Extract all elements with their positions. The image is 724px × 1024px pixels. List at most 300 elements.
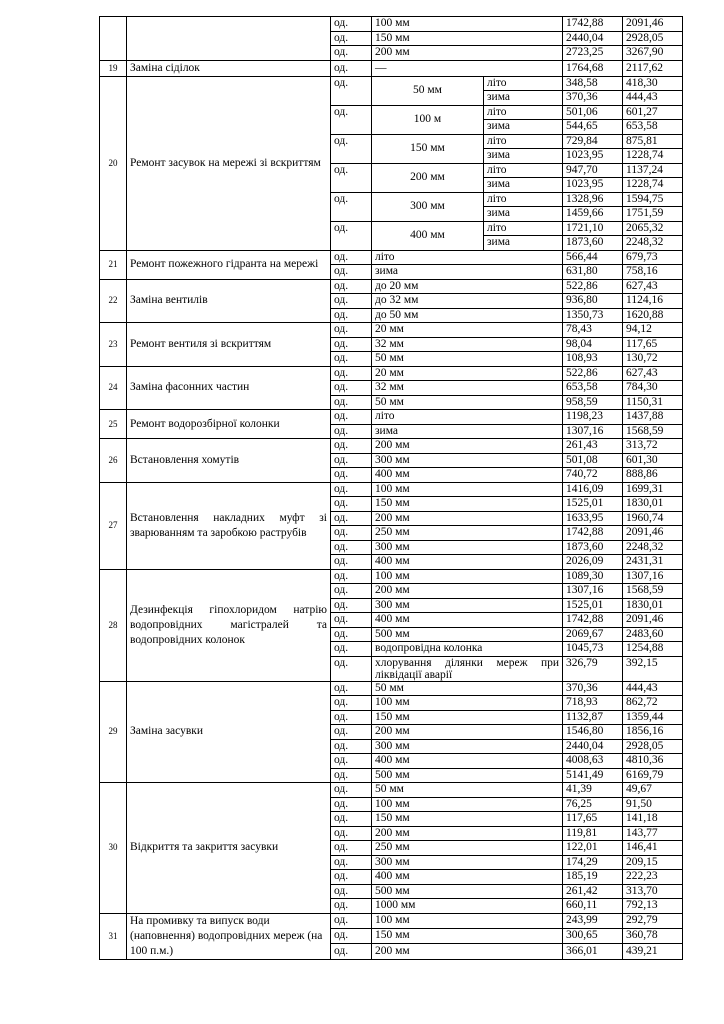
row-number: 29 — [100, 681, 127, 783]
unit-cell: од. — [331, 366, 372, 381]
season-cell: літо — [484, 192, 563, 207]
size-cell: до 50 мм — [372, 308, 563, 323]
price-vat-cell: 1228,74 — [623, 149, 683, 164]
row-number: 24 — [100, 366, 127, 410]
price-cell: 348,58 — [563, 76, 623, 91]
unit-cell: од. — [331, 497, 372, 512]
season-cell: зима — [484, 120, 563, 135]
price-vat-cell: 1359,44 — [623, 710, 683, 725]
price-vat-cell: 792,13 — [623, 899, 683, 914]
unit-cell: од. — [331, 60, 372, 76]
row-number — [100, 17, 127, 61]
season-cell: літо — [484, 134, 563, 149]
price-vat-cell: 3267,90 — [623, 46, 683, 61]
size-cell: 32 мм — [372, 337, 563, 352]
size-cell: 50 мм — [372, 395, 563, 410]
work-name: Ремонт засувок на мережі зі вскриттям — [127, 76, 331, 250]
size-cell: 150 мм — [372, 710, 563, 725]
price-cell: 653,58 — [563, 381, 623, 396]
price-cell: 119,81 — [563, 826, 623, 841]
price-vat-cell: 2091,46 — [623, 17, 683, 32]
price-vat-cell: 1437,88 — [623, 410, 683, 425]
size-cell: 50 мм — [372, 681, 563, 696]
unit-cell: од. — [331, 944, 372, 959]
price-cell: 1633,95 — [563, 511, 623, 526]
price-cell: 76,25 — [563, 797, 623, 812]
unit-cell: од. — [331, 337, 372, 352]
price-cell: 174,29 — [563, 855, 623, 870]
price-cell: 261,42 — [563, 884, 623, 899]
work-name: Заміна вентилів — [127, 279, 331, 323]
price-vat-cell: 360,78 — [623, 928, 683, 943]
unit-cell: од. — [331, 768, 372, 783]
size-cell: 200 мм — [372, 511, 563, 526]
work-name: Встановлення накладних муфт зі зварюванням та заробкою раструбів — [127, 482, 331, 569]
size-cell: 100 мм — [372, 696, 563, 711]
row-number: 31 — [100, 913, 127, 959]
work-name: Заміна засувки — [127, 681, 331, 783]
price-vat-cell: 392,15 — [623, 656, 683, 681]
price-vat-cell: 2431,31 — [623, 555, 683, 570]
work-name: Заміна фасонних частин — [127, 366, 331, 410]
unit-cell: од. — [331, 540, 372, 555]
price-vat-cell: 94,12 — [623, 323, 683, 338]
price-cell: 1307,16 — [563, 584, 623, 599]
price-cell: 1873,60 — [563, 540, 623, 555]
price-cell: 1198,23 — [563, 410, 623, 425]
price-vat-cell: 2248,32 — [623, 236, 683, 251]
size-cell: 1000 мм — [372, 899, 563, 914]
price-cell: 947,70 — [563, 163, 623, 178]
price-vat-cell: 2248,32 — [623, 540, 683, 555]
unit-cell: од. — [331, 710, 372, 725]
price-cell: 2440,04 — [563, 31, 623, 46]
unit-cell: од. — [331, 696, 372, 711]
price-cell: 729,84 — [563, 134, 623, 149]
price-vat-cell: 601,30 — [623, 453, 683, 468]
work-name: На промивку та випуск води (наповнення) водопровідних мереж (на 100 п.м.) — [127, 913, 331, 959]
row-number: 30 — [100, 783, 127, 914]
size-cell: 150 мм — [372, 497, 563, 512]
row-number: 27 — [100, 482, 127, 569]
price-cell: 41,39 — [563, 783, 623, 798]
price-vat-cell: 2928,05 — [623, 739, 683, 754]
unit-cell: од. — [331, 163, 372, 192]
price-vat-cell: 49,67 — [623, 783, 683, 798]
unit-cell: од. — [331, 323, 372, 338]
size-cell: 20 мм — [372, 366, 563, 381]
price-vat-cell: 2091,46 — [623, 613, 683, 628]
row-number: 20 — [100, 76, 127, 250]
work-name: Встановлення хомутів — [127, 439, 331, 483]
table-row — [100, 681, 683, 696]
unit-cell: од. — [331, 395, 372, 410]
unit-cell: од. — [331, 884, 372, 899]
size-cell: 200 мм — [372, 944, 563, 959]
size-cell: 150 мм — [372, 812, 563, 827]
price-vat-cell: 117,65 — [623, 337, 683, 352]
season-cell: зима — [484, 236, 563, 251]
price-cell: 370,36 — [563, 91, 623, 106]
unit-cell: од. — [331, 250, 372, 265]
size-cell: 500 мм — [372, 768, 563, 783]
unit-cell: од. — [331, 870, 372, 885]
price-vat-cell: 862,72 — [623, 696, 683, 711]
price-vat-cell: 91,50 — [623, 797, 683, 812]
unit-cell: од. — [331, 265, 372, 280]
price-vat-cell: 439,21 — [623, 944, 683, 959]
price-cell: 1873,60 — [563, 236, 623, 251]
table-row — [100, 439, 683, 454]
price-cell: 958,59 — [563, 395, 623, 410]
price-vat-cell: 292,79 — [623, 913, 683, 928]
price-vat-cell: 1620,88 — [623, 308, 683, 323]
price-cell: 122,01 — [563, 841, 623, 856]
price-cell: 300,65 — [563, 928, 623, 943]
season-cell: зима — [484, 149, 563, 164]
price-table — [99, 16, 683, 960]
price-vat-cell: 4810,36 — [623, 754, 683, 769]
price-cell: 2723,25 — [563, 46, 623, 61]
row-number: 22 — [100, 279, 127, 323]
size-cell: 300 мм — [372, 739, 563, 754]
unit-cell: од. — [331, 192, 372, 221]
price-cell: 78,43 — [563, 323, 623, 338]
size-cell: 100 мм — [372, 569, 563, 584]
price-cell: 98,04 — [563, 337, 623, 352]
price-vat-cell: 875,81 — [623, 134, 683, 149]
unit-cell: од. — [331, 725, 372, 740]
unit-cell: од. — [331, 134, 372, 163]
price-cell: 1721,10 — [563, 221, 623, 236]
price-cell: 326,79 — [563, 656, 623, 681]
size-cell: 150 мм — [372, 928, 563, 943]
work-name — [127, 17, 331, 61]
work-name: Ремонт пожежного гідранта на мережі — [127, 250, 331, 279]
unit-cell: од. — [331, 294, 372, 309]
size-cell: 200 мм — [372, 46, 563, 61]
unit-cell: од. — [331, 439, 372, 454]
size-cell: 100 мм — [372, 913, 563, 928]
season-cell: літо — [484, 163, 563, 178]
season-cell: зима — [484, 207, 563, 222]
price-vat-cell: 146,41 — [623, 841, 683, 856]
price-vat-cell: 1137,24 — [623, 163, 683, 178]
price-cell: 740,72 — [563, 468, 623, 483]
row-number: 23 — [100, 323, 127, 367]
unit-cell: од. — [331, 468, 372, 483]
table-row — [100, 569, 683, 584]
price-vat-cell: 418,30 — [623, 76, 683, 91]
size-cell: 300 мм — [372, 192, 484, 221]
price-cell: 936,80 — [563, 294, 623, 309]
season-cell: літо — [484, 105, 563, 120]
price-vat-cell: 888,86 — [623, 468, 683, 483]
season-cell: літо — [484, 76, 563, 91]
unit-cell: од. — [331, 855, 372, 870]
unit-cell: од. — [331, 453, 372, 468]
price-cell: 718,93 — [563, 696, 623, 711]
size-cell: 100 мм — [372, 17, 563, 32]
price-cell: 522,86 — [563, 366, 623, 381]
price-cell: 4008,63 — [563, 754, 623, 769]
size-cell: 400 мм — [372, 754, 563, 769]
row-number: 19 — [100, 60, 127, 76]
size-cell: 400 мм — [372, 613, 563, 628]
price-vat-cell: 1254,88 — [623, 642, 683, 657]
price-cell: 117,65 — [563, 812, 623, 827]
unit-cell: од. — [331, 381, 372, 396]
price-table-body — [100, 17, 683, 960]
unit-cell: од. — [331, 279, 372, 294]
size-cell: 500 мм — [372, 627, 563, 642]
unit-cell: од. — [331, 627, 372, 642]
price-vat-cell: 784,30 — [623, 381, 683, 396]
size-cell: водопровідна колонка — [372, 642, 563, 657]
unit-cell: од. — [331, 913, 372, 928]
unit-cell: од. — [331, 555, 372, 570]
size-cell: 300 мм — [372, 540, 563, 555]
work-name: Ремонт вентиля зі вскриттям — [127, 323, 331, 367]
price-cell: 660,11 — [563, 899, 623, 914]
price-vat-cell: 627,43 — [623, 366, 683, 381]
unit-cell: од. — [331, 105, 372, 134]
size-cell: 400 мм — [372, 468, 563, 483]
price-cell: 522,86 — [563, 279, 623, 294]
size-cell: 100 мм — [372, 482, 563, 497]
price-vat-cell: 1307,16 — [623, 569, 683, 584]
price-cell: 1089,30 — [563, 569, 623, 584]
price-cell: 243,99 — [563, 913, 623, 928]
size-cell: 32 мм — [372, 381, 563, 396]
unit-cell: од. — [331, 754, 372, 769]
size-cell: 250 мм — [372, 841, 563, 856]
unit-cell: од. — [331, 352, 372, 367]
price-cell: 1416,09 — [563, 482, 623, 497]
unit-cell: од. — [331, 899, 372, 914]
season-cell: зима — [484, 91, 563, 106]
price-vat-cell: 141,18 — [623, 812, 683, 827]
price-cell: 1350,73 — [563, 308, 623, 323]
price-cell: 2440,04 — [563, 739, 623, 754]
size-cell: 300 мм — [372, 855, 563, 870]
price-vat-cell: 130,72 — [623, 352, 683, 367]
price-vat-cell: 2091,46 — [623, 526, 683, 541]
row-number: 25 — [100, 410, 127, 439]
size-cell: 200 мм — [372, 725, 563, 740]
price-vat-cell: 1751,59 — [623, 207, 683, 222]
season-cell: літо — [484, 221, 563, 236]
size-cell: зима — [372, 424, 563, 439]
unit-cell: од. — [331, 46, 372, 61]
table-row — [100, 60, 683, 76]
unit-cell: од. — [331, 812, 372, 827]
price-vat-cell: 222,23 — [623, 870, 683, 885]
price-vat-cell: 601,27 — [623, 105, 683, 120]
price-cell: 1132,87 — [563, 710, 623, 725]
unit-cell: од. — [331, 410, 372, 425]
price-cell: 2026,09 — [563, 555, 623, 570]
unit-cell: од. — [331, 656, 372, 681]
size-cell: 50 мм — [372, 352, 563, 367]
price-vat-cell: 444,43 — [623, 681, 683, 696]
unit-cell: од. — [331, 31, 372, 46]
price-vat-cell: 1568,59 — [623, 584, 683, 599]
size-cell: 300 мм — [372, 453, 563, 468]
unit-cell: од. — [331, 928, 372, 943]
price-cell: 1023,95 — [563, 178, 623, 193]
price-vat-cell: 627,43 — [623, 279, 683, 294]
season-cell: зима — [484, 178, 563, 193]
price-vat-cell: 2928,05 — [623, 31, 683, 46]
price-cell: 1023,95 — [563, 149, 623, 164]
table-row — [100, 323, 683, 338]
unit-cell: од. — [331, 569, 372, 584]
price-cell: 1328,96 — [563, 192, 623, 207]
unit-cell: од. — [331, 681, 372, 696]
size-cell: хлорування ділянки мереж при ліквідації аварії — [372, 656, 563, 681]
unit-cell: од. — [331, 584, 372, 599]
table-row — [100, 366, 683, 381]
unit-cell: од. — [331, 598, 372, 613]
size-cell: 400 мм — [372, 555, 563, 570]
unit-cell: од. — [331, 482, 372, 497]
row-number: 28 — [100, 569, 127, 681]
unit-cell: од. — [331, 826, 372, 841]
size-cell: 200 мм — [372, 584, 563, 599]
work-name: Відкриття та закриття засувки — [127, 783, 331, 914]
price-cell: 501,08 — [563, 453, 623, 468]
price-vat-cell: 2483,60 — [623, 627, 683, 642]
unit-cell: од. — [331, 221, 372, 250]
price-vat-cell: 1594,75 — [623, 192, 683, 207]
price-cell: 501,06 — [563, 105, 623, 120]
work-name: Дезинфекція гіпохлоридом натрію водопровідних магістралей та водопровідних колонок — [127, 569, 331, 681]
price-vat-cell: 679,73 — [623, 250, 683, 265]
price-cell: 1546,80 — [563, 725, 623, 740]
unit-cell: од. — [331, 613, 372, 628]
price-vat-cell: 758,16 — [623, 265, 683, 280]
price-vat-cell: 313,70 — [623, 884, 683, 899]
unit-cell: од. — [331, 642, 372, 657]
size-cell: 50 мм — [372, 76, 484, 105]
price-cell: 1742,88 — [563, 613, 623, 628]
table-row — [100, 17, 683, 32]
size-cell: зима — [372, 265, 563, 280]
size-cell: 100 м — [372, 105, 484, 134]
size-cell: 150 мм — [372, 31, 563, 46]
unit-cell: од. — [331, 76, 372, 105]
table-row — [100, 783, 683, 798]
price-cell: 5141,49 — [563, 768, 623, 783]
price-cell: 1742,88 — [563, 17, 623, 32]
table-row — [100, 76, 683, 91]
price-cell: 1525,01 — [563, 598, 623, 613]
size-cell: літо — [372, 410, 563, 425]
table-row — [100, 913, 683, 928]
table-row — [100, 279, 683, 294]
work-name: Заміна сіділок — [127, 60, 331, 76]
price-vat-cell: 2065,32 — [623, 221, 683, 236]
unit-cell: од. — [331, 739, 372, 754]
size-cell: 20 мм — [372, 323, 563, 338]
price-cell: 108,93 — [563, 352, 623, 367]
size-cell: до 32 мм — [372, 294, 563, 309]
size-cell: 150 мм — [372, 134, 484, 163]
unit-cell: од. — [331, 308, 372, 323]
price-cell: 185,19 — [563, 870, 623, 885]
size-cell: 400 мм — [372, 870, 563, 885]
unit-cell: од. — [331, 424, 372, 439]
price-vat-cell: 1150,31 — [623, 395, 683, 410]
price-vat-cell: 1228,74 — [623, 178, 683, 193]
unit-cell: од. — [331, 797, 372, 812]
price-vat-cell: 2117,62 — [623, 60, 683, 76]
size-cell: до 20 мм — [372, 279, 563, 294]
price-vat-cell: 653,58 — [623, 120, 683, 135]
row-number: 26 — [100, 439, 127, 483]
price-cell: 1307,16 — [563, 424, 623, 439]
price-cell: 631,80 — [563, 265, 623, 280]
unit-cell: од. — [331, 511, 372, 526]
price-vat-cell: 1960,74 — [623, 511, 683, 526]
size-cell: 50 мм — [372, 783, 563, 798]
price-cell: 366,01 — [563, 944, 623, 959]
table-row — [100, 482, 683, 497]
unit-cell: од. — [331, 526, 372, 541]
price-cell: 261,43 — [563, 439, 623, 454]
price-cell: 1045,73 — [563, 642, 623, 657]
size-cell: 250 мм — [372, 526, 563, 541]
size-cell: 300 мм — [372, 598, 563, 613]
work-name: Ремонт водорозбірної колонки — [127, 410, 331, 439]
unit-cell: од. — [331, 783, 372, 798]
row-number: 21 — [100, 250, 127, 279]
price-cell: 1764,68 — [563, 60, 623, 76]
price-cell: 1742,88 — [563, 526, 623, 541]
price-vat-cell: 1699,31 — [623, 482, 683, 497]
size-cell: літо — [372, 250, 563, 265]
table-row — [100, 410, 683, 425]
price-cell: 1459,66 — [563, 207, 623, 222]
price-vat-cell: 444,43 — [623, 91, 683, 106]
table-row — [100, 250, 683, 265]
price-vat-cell: 1124,16 — [623, 294, 683, 309]
price-cell: 2069,67 — [563, 627, 623, 642]
price-cell: 1525,01 — [563, 497, 623, 512]
size-cell: — — [372, 60, 563, 76]
price-vat-cell: 143,77 — [623, 826, 683, 841]
price-vat-cell: 209,15 — [623, 855, 683, 870]
price-cell: 370,36 — [563, 681, 623, 696]
size-cell: 200 мм — [372, 163, 484, 192]
price-vat-cell: 6169,79 — [623, 768, 683, 783]
unit-cell: од. — [331, 17, 372, 32]
size-cell: 200 мм — [372, 826, 563, 841]
unit-cell: од. — [331, 841, 372, 856]
size-cell: 100 мм — [372, 797, 563, 812]
size-cell: 400 мм — [372, 221, 484, 250]
size-cell: 500 мм — [372, 884, 563, 899]
price-vat-cell: 1830,01 — [623, 598, 683, 613]
price-cell: 544,65 — [563, 120, 623, 135]
size-cell: 200 мм — [372, 439, 563, 454]
price-vat-cell: 313,72 — [623, 439, 683, 454]
price-vat-cell: 1856,16 — [623, 725, 683, 740]
price-vat-cell: 1830,01 — [623, 497, 683, 512]
price-cell: 566,44 — [563, 250, 623, 265]
price-vat-cell: 1568,59 — [623, 424, 683, 439]
